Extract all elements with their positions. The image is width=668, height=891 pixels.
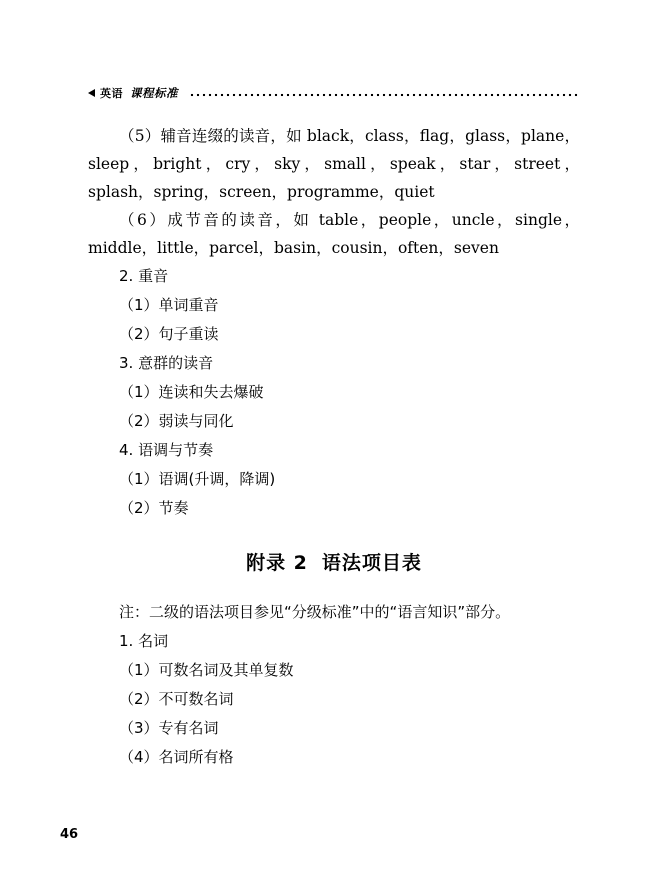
list-item: （2）句子重读 [119,325,219,343]
list-item: 4. 语调与节奏 [119,441,214,459]
phonetics-item-6: （6）成节音的读音，如 table，people，uncle，single，middle，little，parcel，basin，cousin，often，seven [88,211,580,257]
running-header [88,82,580,104]
phonetics-section [88,122,580,523]
header-title: 课程标准 [130,86,178,100]
phonetics-item-5: （5）辅音连缀的读音，如 black，class，flag，glass，plane，sleep，bright，cry，sky，small，speak，star，street，splash，spring，screen，programme，quiet [88,127,580,201]
appendix-label: 附录 2 [246,552,308,574]
grammar-note: 注：二级的语法项目参见“分级标准”中的“语言知识”部分。 [119,603,511,621]
page-number: 46 [60,827,79,842]
header-subject: 英语 [100,87,123,100]
list-item: 2. 重音 [119,267,169,285]
dotted-rule [189,93,580,97]
list-item: 1. 名词 [119,632,169,650]
list-item: （4）名词所有格 [119,748,234,766]
grammar-section [88,598,580,772]
list-item: （2）弱读与同化 [119,412,234,430]
list-item: （2）节奏 [119,499,189,517]
list-item: （3）专有名词 [119,719,219,737]
list-item: （1）连读和失去爆破 [119,383,264,401]
appendix-heading [88,548,580,575]
list-item: 3. 意群的读音 [119,354,214,372]
list-item: （2）不可数名词 [119,690,234,708]
left-triangle-icon [88,89,95,97]
list-item: （1）语调(升调，降调) [119,470,276,488]
list-item: （1）单词重音 [119,296,219,314]
appendix-name: 语法项目表 [321,552,422,574]
list-item: （1）可数名词及其单复数 [119,661,294,679]
